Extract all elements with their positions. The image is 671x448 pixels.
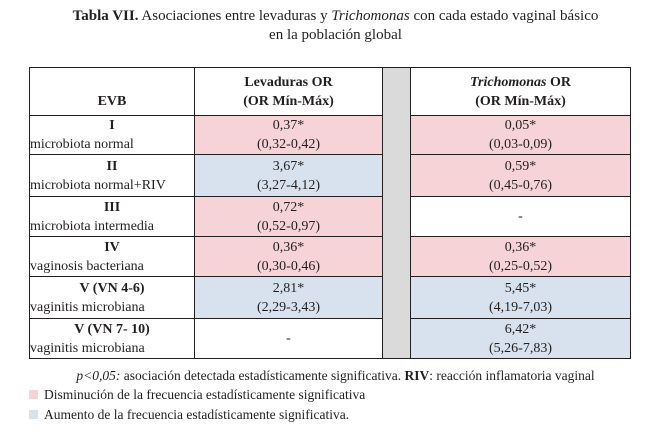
or-value: 5,45* xyxy=(504,280,537,296)
legend-swatch-decrease xyxy=(29,390,38,399)
evb-label: microbiota normal+RIV xyxy=(30,177,166,193)
evb-label: vaginosis bacteriana xyxy=(30,258,144,274)
or-value: 0,59* xyxy=(504,158,537,174)
evb-cell xyxy=(30,116,195,155)
evb-number: III xyxy=(103,199,121,215)
or-value: 0,36* xyxy=(272,239,305,255)
column-separator xyxy=(383,68,411,359)
or-value: 0,05* xyxy=(504,118,537,133)
or-range: (0,25-0,52) xyxy=(489,258,552,274)
or-range: (0,45-0,76) xyxy=(489,177,552,193)
or-range: (3,27-4,12) xyxy=(257,177,320,193)
trichomonas-cell xyxy=(411,197,631,237)
table-row xyxy=(30,277,631,319)
evb-number: IV xyxy=(104,239,120,255)
table-row xyxy=(30,319,631,359)
evb-label: vaginitis microbiana xyxy=(30,340,145,356)
evb-label: microbiota intermedia xyxy=(30,218,155,234)
or-value: 6,42* xyxy=(504,321,537,337)
table-caption xyxy=(0,7,671,45)
evb-number: V (VN 4-6) xyxy=(79,280,145,296)
evb-cell xyxy=(30,237,195,277)
trichomonas-cell xyxy=(411,155,631,197)
header-levaduras: Levaduras OR (OR Mín-Máx) xyxy=(195,68,383,116)
levaduras-cell xyxy=(195,155,383,197)
levaduras-cell xyxy=(195,319,383,359)
table-header-row xyxy=(30,68,631,116)
caption-line-2: en la población global xyxy=(269,27,402,43)
or-range: (0,52-0,97) xyxy=(257,218,320,234)
or-range: (0,03-0,09) xyxy=(489,137,552,152)
evb-number: V (VN 7- 10) xyxy=(74,321,150,337)
associations-table xyxy=(29,67,631,359)
or-range: (0,30-0,46) xyxy=(257,258,320,274)
evb-label: microbiota normal xyxy=(30,137,134,152)
or-value: 0,72* xyxy=(272,199,305,215)
table-row xyxy=(30,237,631,277)
table-row xyxy=(30,155,631,197)
legend-swatch-increase xyxy=(29,410,38,419)
trichomonas-cell xyxy=(411,116,631,155)
or-value: 2,81* xyxy=(272,280,305,296)
table-row xyxy=(30,197,631,237)
legend-increase: Aumento de la frecuencia estadísticamente significativa. xyxy=(29,406,349,424)
or-value: - xyxy=(286,331,291,346)
evb-cell xyxy=(30,197,195,237)
evb-cell xyxy=(30,155,195,197)
evb-number: I xyxy=(109,118,115,133)
caption-line-1: Tabla VII. Asociaciones entre levaduras y Trichomonas con cada estado vaginal básico xyxy=(72,8,599,24)
table-row xyxy=(30,116,631,155)
legend-decrease: Disminución de la frecuencia estadísticamente significativa xyxy=(29,386,365,404)
levaduras-cell xyxy=(195,116,383,155)
evb-label: vaginitis microbiana xyxy=(30,299,145,315)
or-range: (4,19-7,03) xyxy=(489,299,552,315)
or-range: (5,26-7,83) xyxy=(489,340,552,356)
or-value: 3,67* xyxy=(272,158,305,174)
trichomonas-cell xyxy=(411,319,631,359)
evb-cell xyxy=(30,277,195,319)
trichomonas-cell xyxy=(411,277,631,319)
or-range: (0,32-0,42) xyxy=(257,137,320,152)
significance-note: p<0,05: asociación detectada estadísticamente significativa. RIV: reacción inflamatoria vaginal xyxy=(76,368,595,383)
evb-cell xyxy=(30,319,195,359)
or-value: 0,36* xyxy=(504,239,537,255)
evb-number: II xyxy=(106,158,118,174)
or-value: 0,37* xyxy=(272,118,305,133)
levaduras-cell xyxy=(195,237,383,277)
header-trichomonas: Trichomonas OR (OR Mín-Máx) xyxy=(411,68,631,116)
or-range: (2,29-3,43) xyxy=(257,299,320,315)
levaduras-cell xyxy=(195,277,383,319)
or-value: - xyxy=(518,209,523,224)
caption-label: Tabla VII. xyxy=(72,8,139,24)
levaduras-cell xyxy=(195,197,383,237)
trichomonas-cell xyxy=(411,237,631,277)
header-evb: EVB xyxy=(30,68,195,116)
